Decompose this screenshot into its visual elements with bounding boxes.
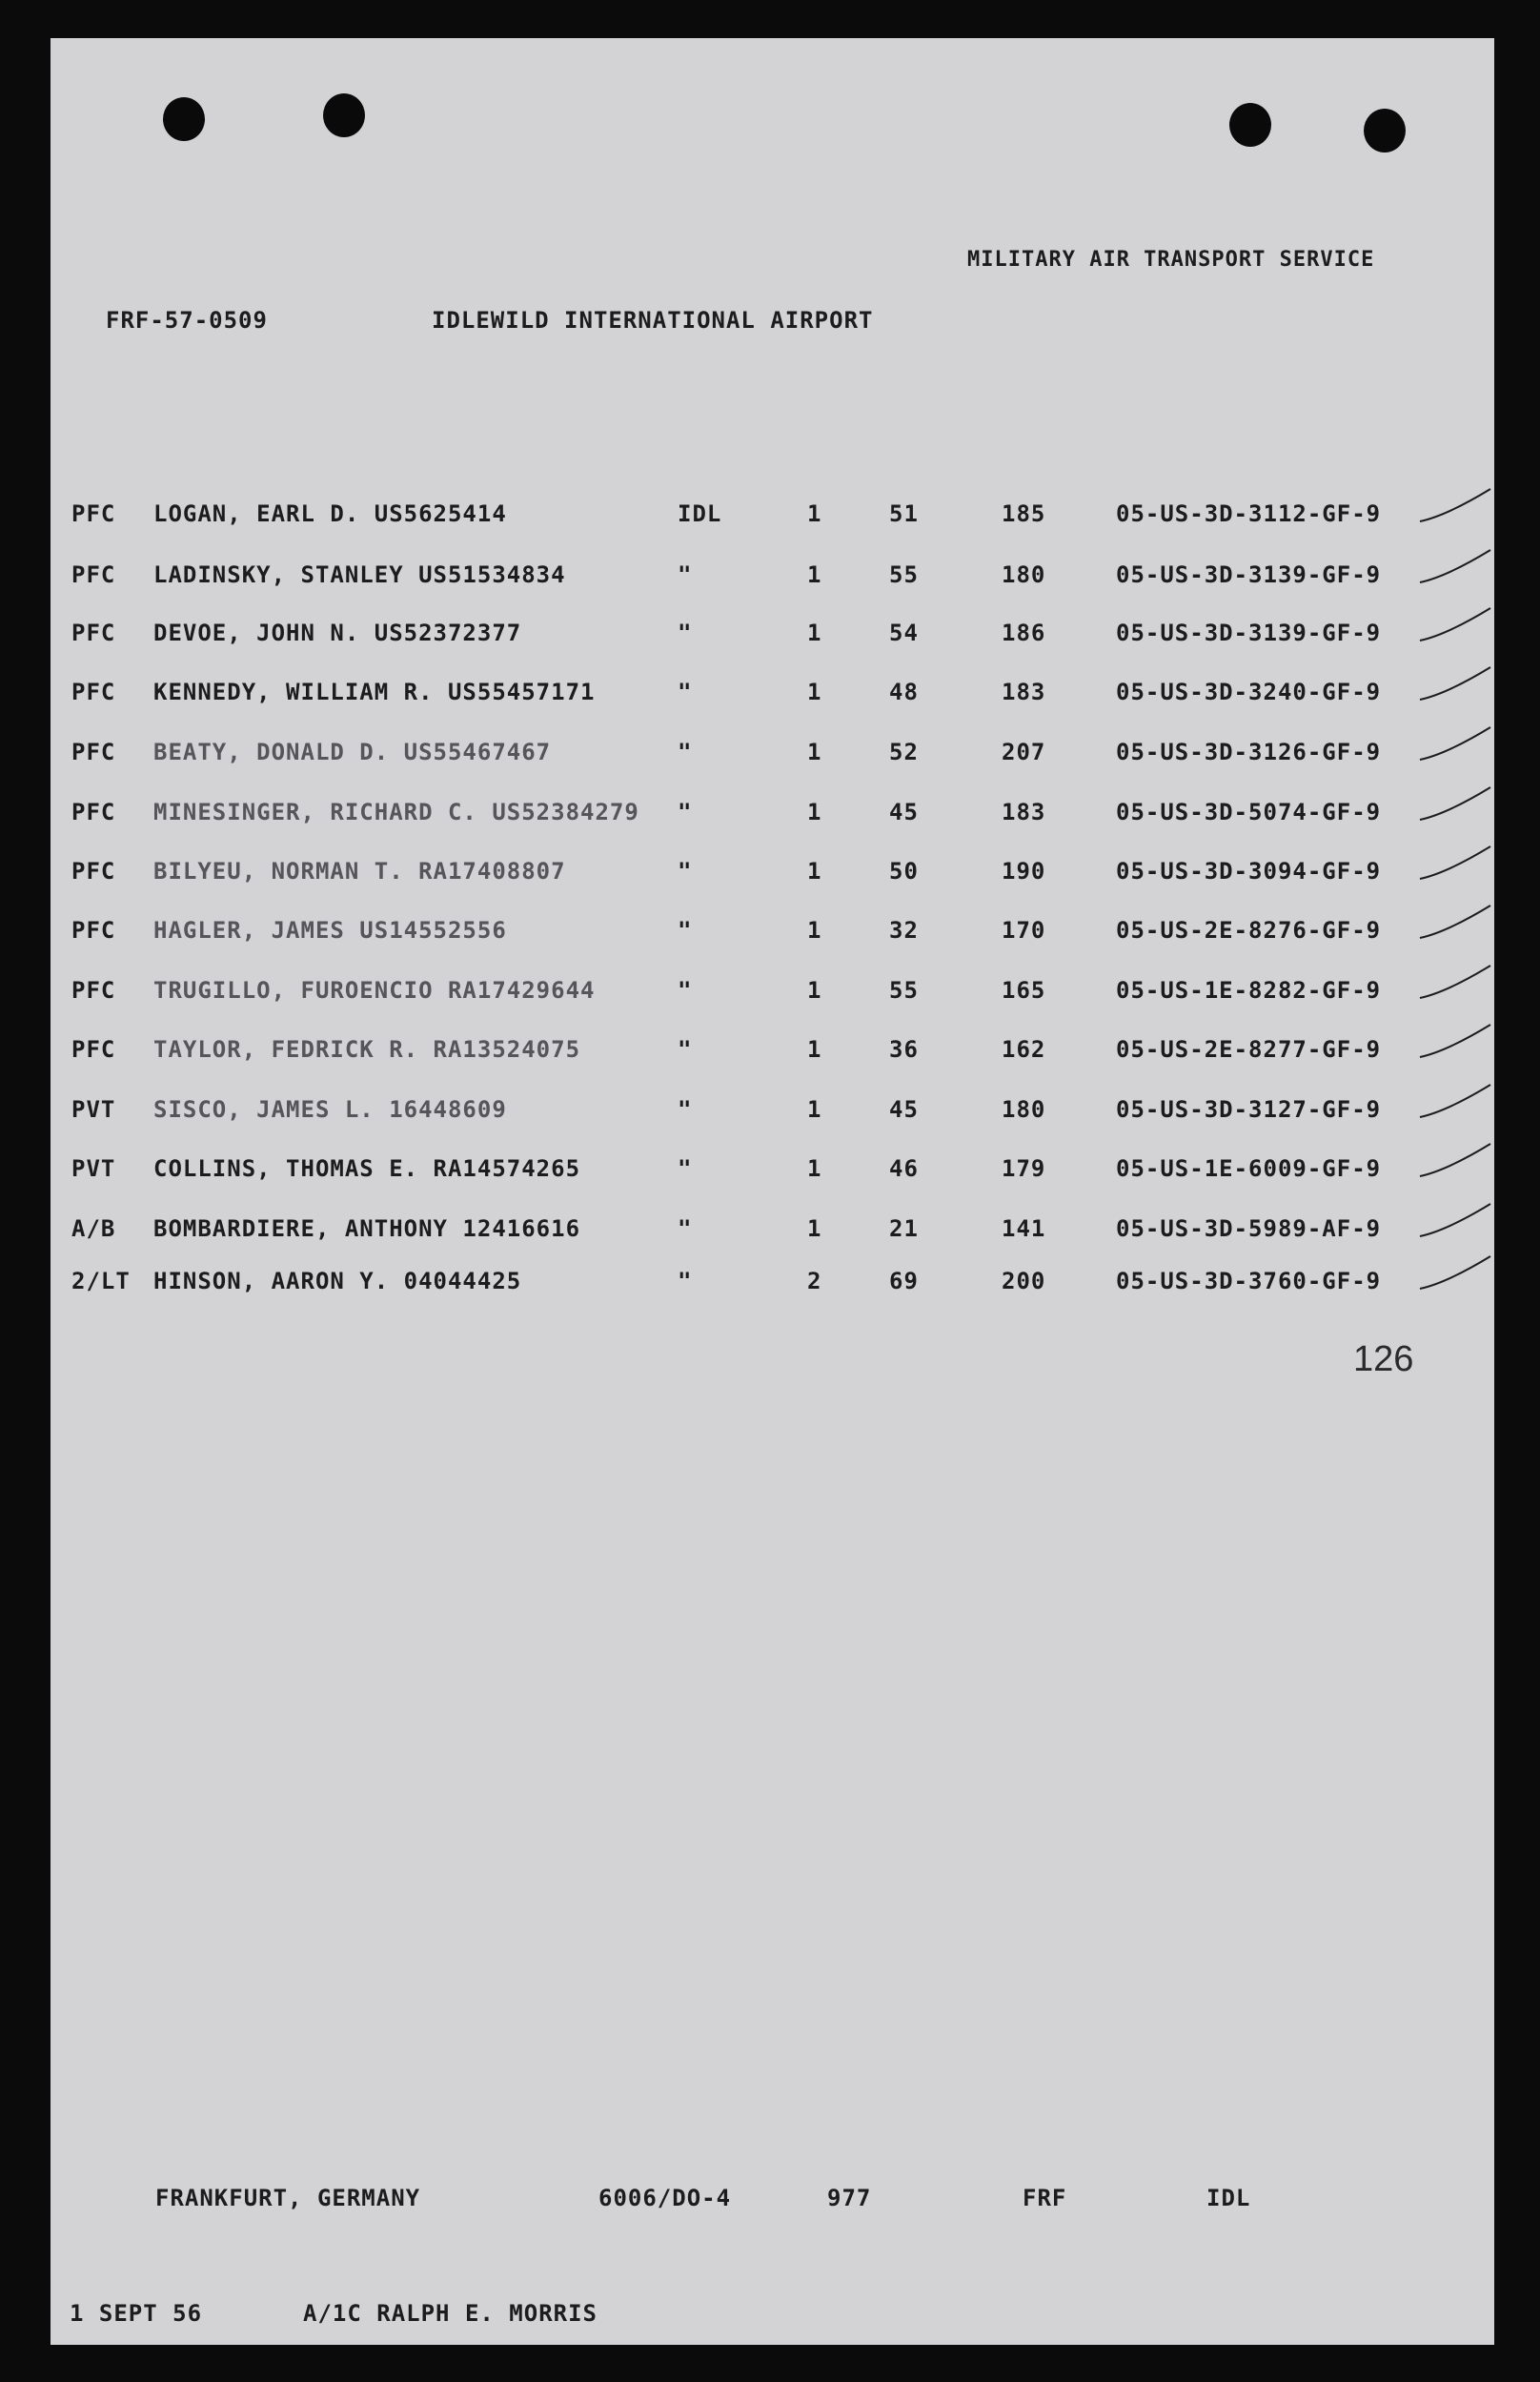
authority-cell: 05-US-2E-8276-GF-9	[1116, 917, 1382, 944]
manifest-date: 1 SEPT 56	[70, 2300, 203, 2327]
page-number: 126	[1353, 1339, 1414, 1379]
grade-cell: A/B	[71, 1215, 116, 1242]
pieces-cell: 1	[807, 1096, 822, 1123]
grade-cell: PFC	[71, 500, 116, 527]
authority-cell: 05-US-3D-3127-GF-9	[1116, 1096, 1382, 1123]
name-cell: TRUGILLO, FUROENCIO RA17429644	[153, 977, 596, 1004]
authority-cell: 05-US-1E-6009-GF-9	[1116, 1155, 1382, 1182]
grade-cell: PFC	[71, 858, 116, 885]
table-row	[51, 917, 1494, 955]
pieces-cell: 1	[807, 500, 822, 527]
weight-total-cell: 180	[1002, 561, 1046, 588]
grade-cell: PFC	[71, 977, 116, 1004]
destination-cell: "	[678, 917, 693, 944]
grade-cell: PFC	[71, 679, 116, 705]
check-mark-icon	[1418, 1138, 1494, 1186]
check-mark-icon	[1418, 1079, 1494, 1127]
weight-total-cell: 180	[1002, 1096, 1046, 1123]
signing-officer: A/1C RALPH E. MORRIS	[303, 2300, 598, 2327]
destination-cell: "	[678, 1096, 693, 1123]
check-mark-icon	[1418, 841, 1494, 888]
weight-total-cell: 185	[1002, 500, 1046, 527]
weight-cell: 52	[889, 739, 919, 765]
pieces-cell: 1	[807, 858, 822, 885]
weight-total-cell: 190	[1002, 858, 1046, 885]
pieces-cell: 2	[807, 1268, 822, 1294]
name-cell: SISCO, JAMES L. 16448609	[153, 1096, 507, 1123]
authority-cell: 05-US-1E-8282-GF-9	[1116, 977, 1382, 1004]
name-cell: LADINSKY, STANLEY US51534834	[153, 561, 566, 588]
pieces-cell: 1	[807, 1036, 822, 1063]
punch-hole	[1229, 103, 1271, 147]
name-cell: BEATY, DONALD D. US55467467	[153, 739, 552, 765]
check-mark-icon	[1418, 1251, 1494, 1298]
name-cell: BOMBARDIERE, ANTHONY 12416616	[153, 1215, 581, 1242]
weight-cell: 21	[889, 1215, 919, 1242]
table-row	[51, 561, 1494, 600]
grade-cell: PFC	[71, 561, 116, 588]
authority-cell: 05-US-2E-8277-GF-9	[1116, 1036, 1382, 1063]
passenger-count: 977	[827, 2185, 872, 2211]
destination-cell: "	[678, 620, 693, 646]
name-cell: HINSON, AARON Y. 04044425	[153, 1268, 522, 1294]
table-row	[51, 858, 1494, 896]
airport-name: IDLEWILD INTERNATIONAL AIRPORT	[432, 307, 874, 334]
authority-cell: 05-US-3D-3760-GF-9	[1116, 1268, 1382, 1294]
name-cell: MINESINGER, RICHARD C. US52384279	[153, 799, 639, 825]
punch-hole	[323, 93, 365, 137]
check-mark-icon	[1418, 602, 1494, 650]
weight-cell: 54	[889, 620, 919, 646]
weight-cell: 45	[889, 799, 919, 825]
grade-cell: PFC	[71, 739, 116, 765]
name-cell: DEVOE, JOHN N. US52372377	[153, 620, 522, 646]
authority-cell: 05-US-3D-3094-GF-9	[1116, 858, 1382, 885]
grade-cell: PFC	[71, 1036, 116, 1063]
destination-cell: IDL	[678, 500, 722, 527]
destination-cell: "	[678, 1268, 693, 1294]
weight-cell: 69	[889, 1268, 919, 1294]
weight-cell: 36	[889, 1036, 919, 1063]
punch-hole	[163, 97, 205, 141]
name-cell: COLLINS, THOMAS E. RA14574265	[153, 1155, 581, 1182]
weight-cell: 32	[889, 917, 919, 944]
name-cell: LOGAN, EARL D. US5625414	[153, 500, 507, 527]
table-row	[51, 1036, 1494, 1074]
grade-cell: 2/LT	[71, 1268, 131, 1294]
pieces-cell: 1	[807, 1155, 822, 1182]
authority-cell: 05-US-3D-3240-GF-9	[1116, 679, 1382, 705]
destination-cell: "	[678, 561, 693, 588]
authority-cell: 05-US-3D-3139-GF-9	[1116, 620, 1382, 646]
check-mark-icon	[1418, 1198, 1494, 1246]
name-cell: HAGLER, JAMES US14552556	[153, 917, 507, 944]
pieces-cell: 1	[807, 917, 822, 944]
authority-cell: 05-US-3D-3139-GF-9	[1116, 561, 1382, 588]
destination-cell: "	[678, 799, 693, 825]
table-row	[51, 799, 1494, 837]
name-cell: BILYEU, NORMAN T. RA17408807	[153, 858, 566, 885]
check-mark-icon	[1418, 1019, 1494, 1067]
manifest-page	[51, 38, 1494, 2345]
authority-cell: 05-US-3D-3126-GF-9	[1116, 739, 1382, 765]
check-mark-icon	[1418, 900, 1494, 947]
grade-cell: PVT	[71, 1096, 116, 1123]
weight-total-cell: 183	[1002, 679, 1046, 705]
origin-city: FRANKFURT, GERMANY	[155, 2185, 421, 2211]
destination-cell: "	[678, 977, 693, 1004]
weight-total-cell: 207	[1002, 739, 1046, 765]
pieces-cell: 1	[807, 679, 822, 705]
destination-cell: "	[678, 679, 693, 705]
check-mark-icon	[1418, 960, 1494, 1008]
to-code: IDL	[1206, 2185, 1251, 2211]
grade-cell: PVT	[71, 1155, 116, 1182]
destination-cell: "	[678, 1215, 693, 1242]
authority-cell: 05-US-3D-5989-AF-9	[1116, 1215, 1382, 1242]
grade-cell: PFC	[71, 799, 116, 825]
weight-cell: 55	[889, 561, 919, 588]
grade-cell: PFC	[71, 917, 116, 944]
check-mark-icon	[1418, 662, 1494, 709]
table-row	[51, 1268, 1494, 1306]
weight-cell: 51	[889, 500, 919, 527]
weight-total-cell: 170	[1002, 917, 1046, 944]
name-cell: TAYLOR, FEDRICK R. RA13524075	[153, 1036, 581, 1063]
table-row	[51, 1215, 1494, 1253]
authority-cell: 05-US-3D-3112-GF-9	[1116, 500, 1382, 527]
table-row	[51, 500, 1494, 539]
name-cell: KENNEDY, WILLIAM R. US55457171	[153, 679, 596, 705]
weight-total-cell: 165	[1002, 977, 1046, 1004]
weight-cell: 45	[889, 1096, 919, 1123]
destination-cell: "	[678, 1036, 693, 1063]
weight-total-cell: 200	[1002, 1268, 1046, 1294]
destination-cell: "	[678, 739, 693, 765]
weight-total-cell: 186	[1002, 620, 1046, 646]
pieces-cell: 1	[807, 739, 822, 765]
table-row	[51, 620, 1494, 658]
table-row	[51, 1155, 1494, 1193]
check-mark-icon	[1418, 782, 1494, 829]
table-row	[51, 977, 1494, 1015]
pieces-cell: 1	[807, 620, 822, 646]
pieces-cell: 1	[807, 799, 822, 825]
weight-cell: 46	[889, 1155, 919, 1182]
weight-total-cell: 162	[1002, 1036, 1046, 1063]
weight-total-cell: 179	[1002, 1155, 1046, 1182]
table-row	[51, 1096, 1494, 1134]
destination-cell: "	[678, 1155, 693, 1182]
service-heading: MILITARY AIR TRANSPORT SERVICE	[967, 248, 1375, 272]
table-row	[51, 739, 1494, 777]
weight-cell: 55	[889, 977, 919, 1004]
grade-cell: PFC	[71, 620, 116, 646]
pieces-cell: 1	[807, 1215, 822, 1242]
flight-number: 6006/DO-4	[598, 2185, 732, 2211]
check-mark-icon	[1418, 722, 1494, 769]
destination-cell: "	[678, 858, 693, 885]
manifest-number: FRF-57-0509	[106, 307, 268, 334]
punch-hole	[1364, 109, 1406, 153]
check-mark-icon	[1418, 483, 1494, 531]
table-row	[51, 679, 1494, 717]
from-code: FRF	[1023, 2185, 1067, 2211]
weight-total-cell: 183	[1002, 799, 1046, 825]
pieces-cell: 1	[807, 561, 822, 588]
check-mark-icon	[1418, 544, 1494, 592]
weight-total-cell: 141	[1002, 1215, 1046, 1242]
authority-cell: 05-US-3D-5074-GF-9	[1116, 799, 1382, 825]
pieces-cell: 1	[807, 977, 822, 1004]
weight-cell: 48	[889, 679, 919, 705]
weight-cell: 50	[889, 858, 919, 885]
